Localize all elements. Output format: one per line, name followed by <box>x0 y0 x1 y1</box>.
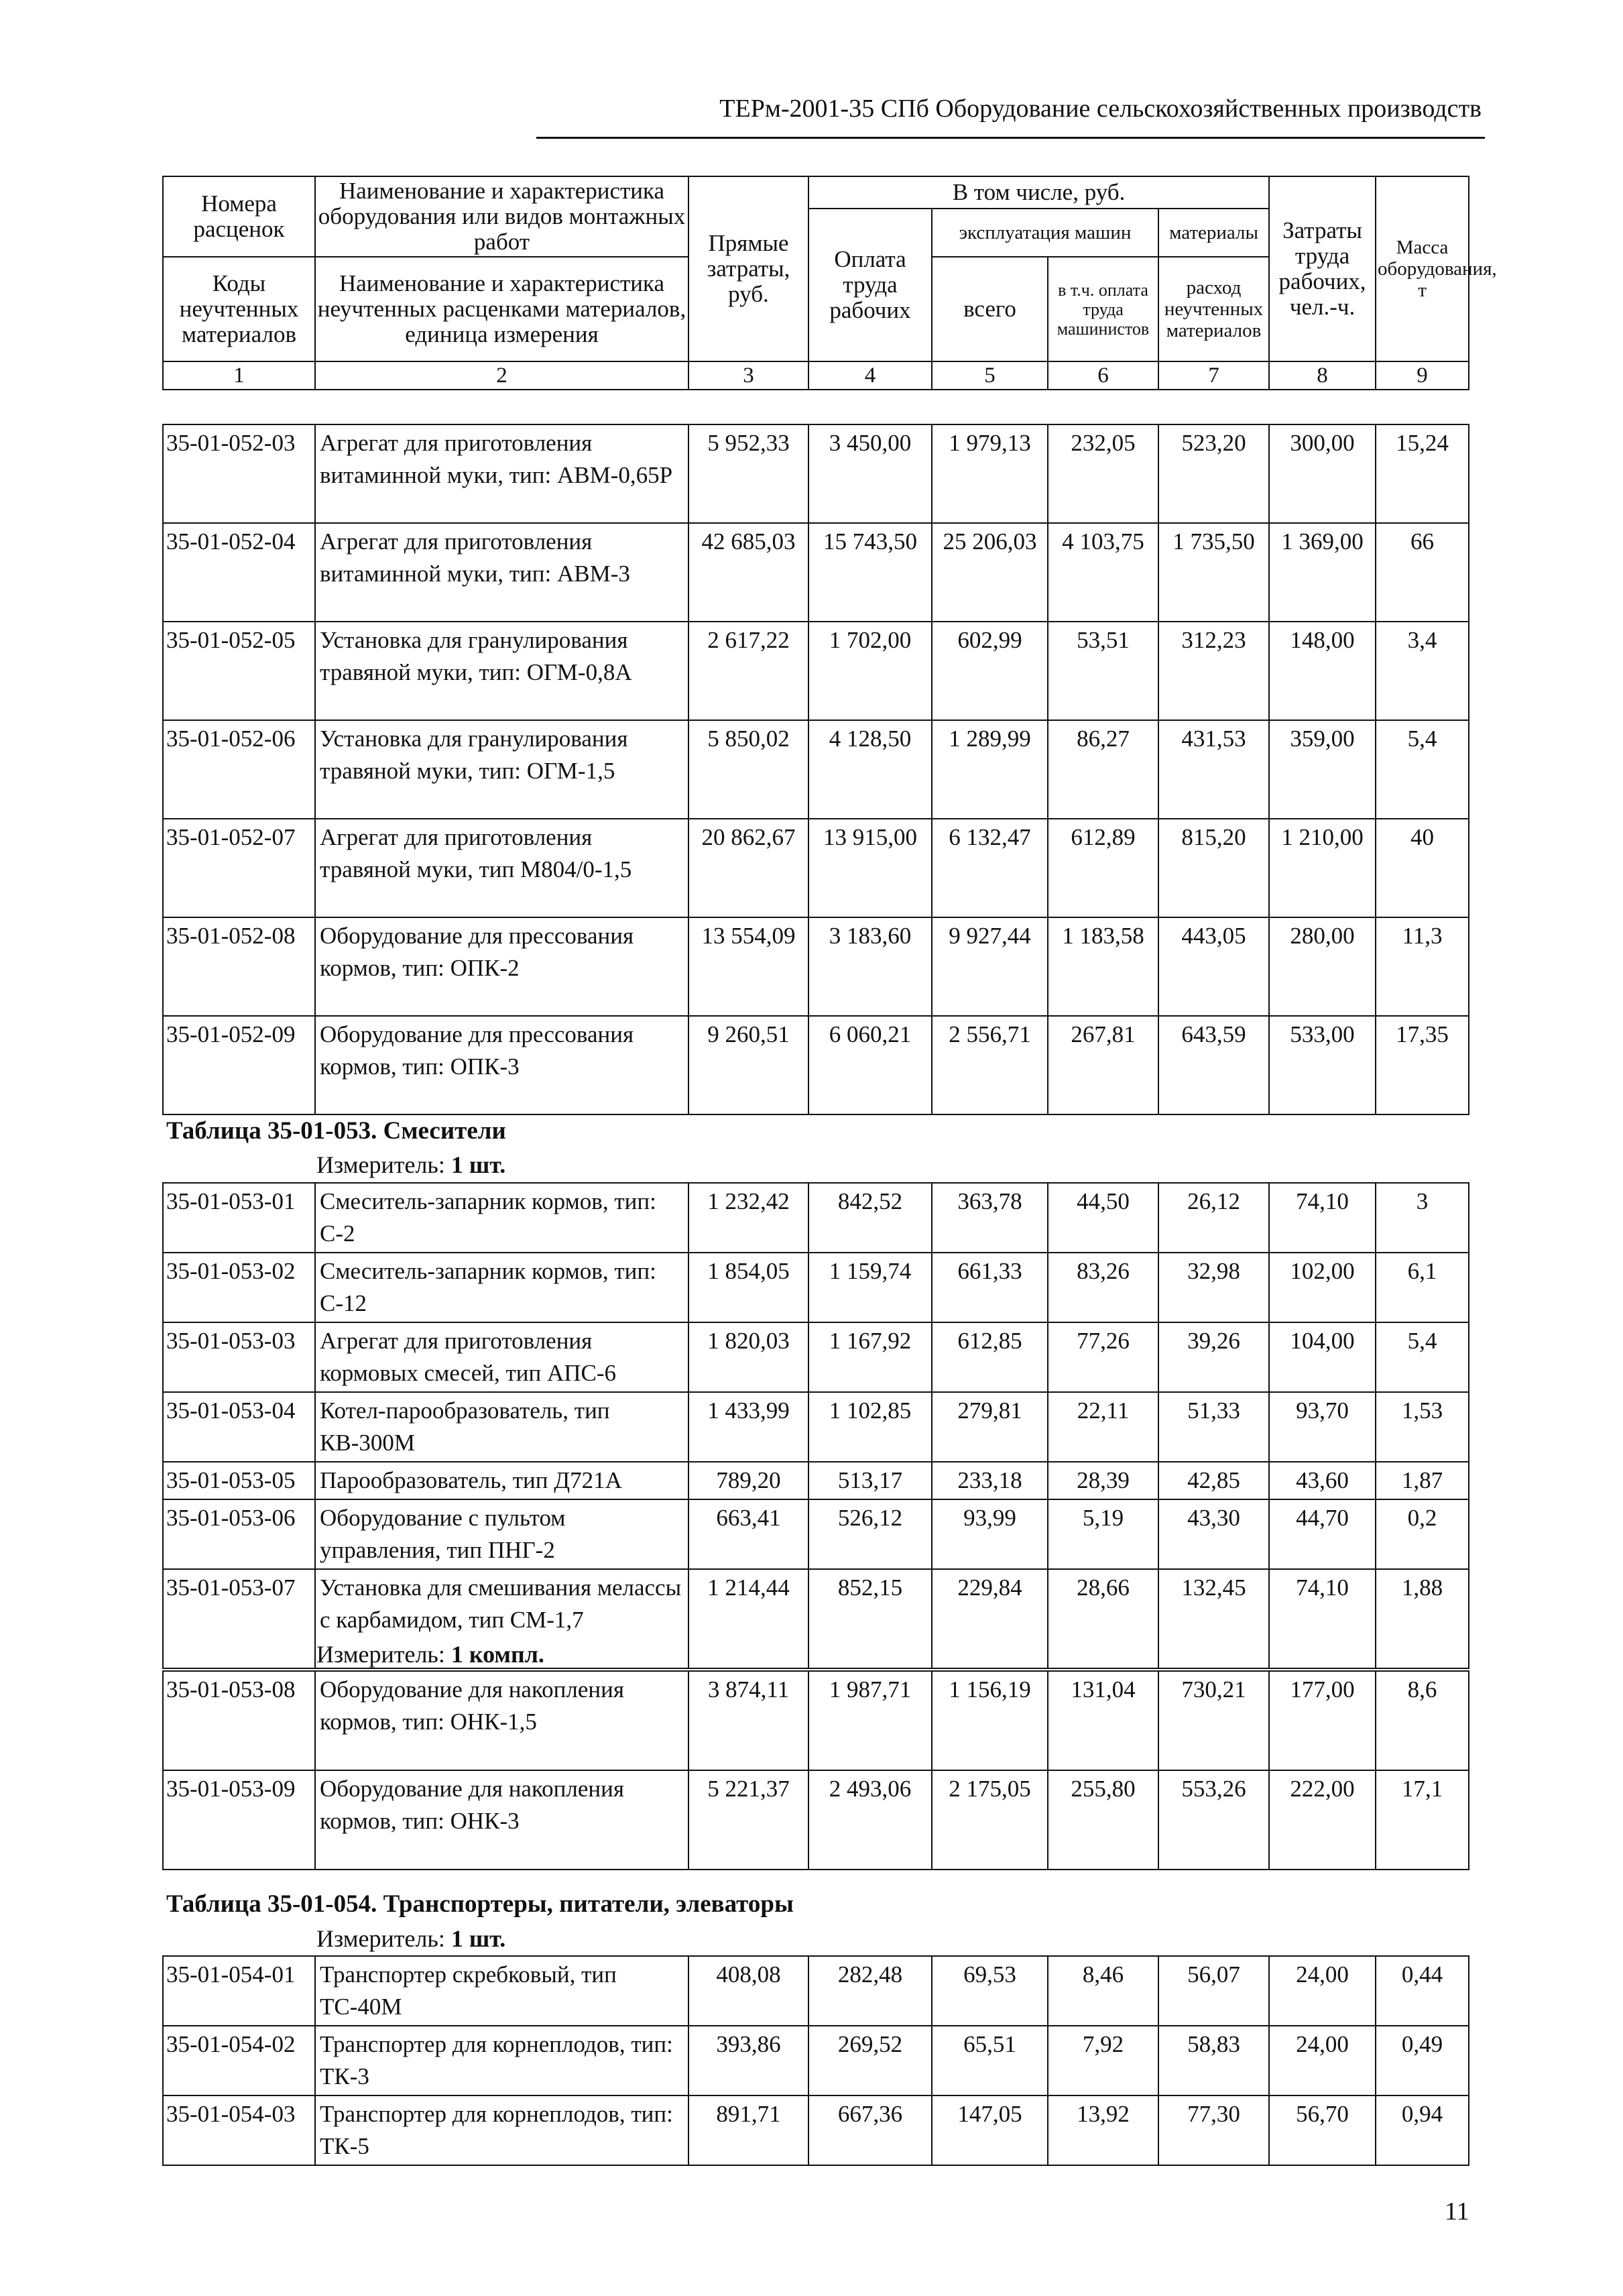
rate-code: 35-01-053-04 <box>163 1392 315 1462</box>
labor-cost: 1 102,85 <box>808 1392 932 1462</box>
labor-hours: 533,00 <box>1269 1016 1376 1114</box>
col-number: 8 <box>1269 361 1376 390</box>
materials-cost: 32,98 <box>1158 1253 1269 1322</box>
equipment-mass: 3,4 <box>1376 622 1469 720</box>
labor-cost: 269,52 <box>808 2026 932 2096</box>
col-number: 1 <box>163 361 315 390</box>
labor-hours: 24,00 <box>1269 1956 1376 2026</box>
direct-cost: 2 617,22 <box>688 622 808 720</box>
rate-code: 35-01-053-01 <box>163 1183 315 1253</box>
col-number: 7 <box>1158 361 1269 390</box>
table-row <box>163 1253 1469 1322</box>
machines-labor: 267,81 <box>1048 1016 1158 1114</box>
machines-labor: 77,26 <box>1048 1322 1158 1392</box>
measure-value: 1 шт. <box>450 1925 506 1952</box>
rate-code: 35-01-053-06 <box>163 1499 315 1569</box>
rates-table-053-b <box>162 1670 1469 1870</box>
rate-name: Транспортер для корнеплодов, тип: ТК-5 <box>315 2096 688 2165</box>
direct-cost: 1 433,99 <box>688 1392 808 1462</box>
direct-cost: 13 554,09 <box>688 917 808 1016</box>
machines-total: 1 289,99 <box>932 720 1048 819</box>
materials-cost: 1 735,50 <box>1158 523 1269 622</box>
direct-cost: 42 685,03 <box>688 523 808 622</box>
rate-code: 35-01-052-07 <box>163 819 315 917</box>
labor-hours: 102,00 <box>1269 1253 1376 1322</box>
materials-cost: 553,26 <box>1158 1770 1269 1870</box>
rate-name: Установка для гранулирования травяной муки, тип: ОГМ-0,8А <box>315 622 688 720</box>
rate-code: 35-01-053-02 <box>163 1253 315 1322</box>
col-number: 9 <box>1376 361 1469 390</box>
labor-cost: 282,48 <box>808 1956 932 2026</box>
labor-hours: 148,00 <box>1269 622 1376 720</box>
col-header-unaccounted-codes: Коды неучтенных материалов <box>163 257 315 361</box>
labor-hours: 93,70 <box>1269 1392 1376 1462</box>
equipment-mass: 17,1 <box>1376 1770 1469 1870</box>
col-number: 5 <box>932 361 1048 390</box>
materials-cost: 26,12 <box>1158 1183 1269 1253</box>
direct-cost: 663,41 <box>688 1499 808 1569</box>
direct-cost: 789,20 <box>688 1462 808 1499</box>
equipment-mass: 1,88 <box>1376 1569 1469 1668</box>
labor-cost: 852,15 <box>808 1569 932 1668</box>
direct-cost: 1 214,44 <box>688 1569 808 1668</box>
equipment-mass: 5,4 <box>1376 1322 1469 1392</box>
rate-name: Парообразователь, тип Д721А <box>315 1462 688 1499</box>
direct-cost: 1 820,03 <box>688 1322 808 1392</box>
direct-cost: 5 952,33 <box>688 424 808 523</box>
labor-cost: 2 493,06 <box>808 1770 932 1870</box>
labor-cost: 526,12 <box>808 1499 932 1569</box>
table-row <box>163 819 1469 917</box>
table-row <box>163 424 1469 523</box>
labor-hours: 359,00 <box>1269 720 1376 819</box>
direct-cost: 393,86 <box>688 2026 808 2096</box>
machines-labor: 44,50 <box>1048 1183 1158 1253</box>
materials-cost: 132,45 <box>1158 1569 1269 1668</box>
rate-name: Установка для смешивания мелассы с карбамидом, тип СМ-1,7 <box>315 1569 688 1668</box>
materials-cost: 443,05 <box>1158 917 1269 1016</box>
equipment-mass: 8,6 <box>1376 1671 1469 1770</box>
table-row <box>163 1956 1469 2026</box>
header-rule <box>536 137 1485 139</box>
rate-code: 35-01-052-04 <box>163 523 315 622</box>
direct-cost: 5 850,02 <box>688 720 808 819</box>
rate-code: 35-01-053-03 <box>163 1322 315 1392</box>
table-row <box>163 622 1469 720</box>
machines-total: 9 927,44 <box>932 917 1048 1016</box>
labor-cost: 513,17 <box>808 1462 932 1499</box>
machines-total: 6 132,47 <box>932 819 1048 917</box>
equipment-mass: 0,49 <box>1376 2026 1469 2096</box>
col-header-codes: Номера расценок <box>163 176 315 257</box>
machines-total: 69,53 <box>932 1956 1048 2026</box>
page-number: 11 <box>1445 2197 1469 2226</box>
labor-cost: 1 167,92 <box>808 1322 932 1392</box>
machines-labor: 28,39 <box>1048 1462 1158 1499</box>
machines-labor: 83,26 <box>1048 1253 1158 1322</box>
direct-cost: 891,71 <box>688 2096 808 2165</box>
measure-053-a <box>316 1151 505 1179</box>
materials-cost: 730,21 <box>1158 1671 1269 1770</box>
labor-cost: 842,52 <box>808 1183 932 1253</box>
rate-code: 35-01-052-05 <box>163 622 315 720</box>
table-row <box>163 1392 1469 1462</box>
rate-code: 35-01-053-07 <box>163 1569 315 1668</box>
labor-hours: 74,10 <box>1269 1569 1376 1668</box>
machines-total: 279,81 <box>932 1392 1048 1462</box>
machines-labor: 232,05 <box>1048 424 1158 523</box>
table-row <box>163 1183 1469 1253</box>
equipment-mass: 5,4 <box>1376 720 1469 819</box>
col-header-name: Наименование и характеристика оборудования или видов монтажных работ <box>315 176 688 257</box>
table-row <box>163 720 1469 819</box>
rates-table-053-a <box>162 1182 1469 1669</box>
table-row <box>163 1499 1469 1569</box>
col-header-mass: Масса оборудования, т <box>1376 176 1469 361</box>
rate-name: Оборудование для прессования кормов, тип: ОПК-3 <box>315 1016 688 1114</box>
labor-cost: 1 159,74 <box>808 1253 932 1322</box>
col-header-hours: Затраты труда рабочих, чел.-ч. <box>1269 176 1376 361</box>
materials-cost: 77,30 <box>1158 2096 1269 2165</box>
machines-labor: 1 183,58 <box>1048 917 1158 1016</box>
machines-total: 1 156,19 <box>932 1671 1048 1770</box>
machines-labor: 7,92 <box>1048 2026 1158 2096</box>
materials-cost: 56,07 <box>1158 1956 1269 2026</box>
measure-value: 1 компл. <box>450 1641 544 1668</box>
rate-code: 35-01-054-02 <box>163 2026 315 2096</box>
machines-total: 612,85 <box>932 1322 1048 1392</box>
labor-cost: 3 183,60 <box>808 917 932 1016</box>
measure-054 <box>316 1925 505 1953</box>
equipment-mass: 11,3 <box>1376 917 1469 1016</box>
measure-label: Измеритель: <box>316 1925 445 1952</box>
machines-total: 1 979,13 <box>932 424 1048 523</box>
table-caption-054: Таблица 35-01-054. Транспортеры, питатели, элеваторы <box>166 1890 794 1918</box>
machines-labor: 5,19 <box>1048 1499 1158 1569</box>
machines-labor: 612,89 <box>1048 819 1158 917</box>
table-row <box>163 1322 1469 1392</box>
equipment-mass: 15,24 <box>1376 424 1469 523</box>
machines-total: 25 206,03 <box>932 523 1048 622</box>
col-header-materials: материалы <box>1158 209 1269 257</box>
machines-total: 229,84 <box>932 1569 1048 1668</box>
equipment-mass: 17,35 <box>1376 1016 1469 1114</box>
machines-total: 233,18 <box>932 1462 1048 1499</box>
machines-labor: 53,51 <box>1048 622 1158 720</box>
rate-code: 35-01-052-08 <box>163 917 315 1016</box>
rate-name: Котел-парообразователь, тип КВ-300М <box>315 1392 688 1462</box>
machines-labor: 13,92 <box>1048 2096 1158 2165</box>
labor-cost: 15 743,50 <box>808 523 932 622</box>
machines-labor: 131,04 <box>1048 1671 1158 1770</box>
col-header-mach-total: всего <box>932 257 1048 361</box>
materials-cost: 815,20 <box>1158 819 1269 917</box>
labor-hours: 44,70 <box>1269 1499 1376 1569</box>
equipment-mass: 0,2 <box>1376 1499 1469 1569</box>
direct-cost: 5 221,37 <box>688 1770 808 1870</box>
materials-cost: 39,26 <box>1158 1322 1269 1392</box>
labor-hours: 56,70 <box>1269 2096 1376 2165</box>
materials-cost: 43,30 <box>1158 1499 1269 1569</box>
table-caption-053: Таблица 35-01-053. Смесители <box>166 1117 506 1145</box>
labor-hours: 280,00 <box>1269 917 1376 1016</box>
rate-name: Оборудование для накопления кормов, тип: ОНК-1,5 <box>315 1671 688 1770</box>
direct-cost: 408,08 <box>688 1956 808 2026</box>
rate-name: Оборудование для накопления кормов, тип: ОНК-3 <box>315 1770 688 1870</box>
equipment-mass: 0,44 <box>1376 1956 1469 2026</box>
materials-cost: 312,23 <box>1158 622 1269 720</box>
rate-code: 35-01-053-09 <box>163 1770 315 1870</box>
rate-name: Транспортер скребковый, тип ТС-40М <box>315 1956 688 2026</box>
machines-labor: 255,80 <box>1048 1770 1158 1870</box>
machines-labor: 28,66 <box>1048 1569 1158 1668</box>
equipment-mass: 0,94 <box>1376 2096 1469 2165</box>
rate-name: Агрегат для приготовления витаминной муки, тип: АВМ-0,65Р <box>315 424 688 523</box>
rate-code: 35-01-052-03 <box>163 424 315 523</box>
equipment-mass: 6,1 <box>1376 1253 1469 1322</box>
materials-cost: 51,33 <box>1158 1392 1269 1462</box>
machines-total: 93,99 <box>932 1499 1048 1569</box>
rate-name: Транспортер для корнеплодов, тип: ТК-3 <box>315 2026 688 2096</box>
rate-name: Смеситель-запарник кормов, тип: С-2 <box>315 1183 688 1253</box>
materials-cost: 643,59 <box>1158 1016 1269 1114</box>
col-number: 4 <box>808 361 932 390</box>
labor-cost: 667,36 <box>808 2096 932 2165</box>
col-header-direct: Прямые затраты, руб. <box>688 176 808 361</box>
direct-cost: 1 854,05 <box>688 1253 808 1322</box>
machines-total: 602,99 <box>932 622 1048 720</box>
labor-cost: 4 128,50 <box>808 720 932 819</box>
rate-code: 35-01-054-01 <box>163 1956 315 2026</box>
materials-cost: 42,85 <box>1158 1462 1269 1499</box>
col-number: 3 <box>688 361 808 390</box>
col-header-unaccounted-name: Наименование и характеристика неучтенных расценками материалов, единица измерения <box>315 257 688 361</box>
materials-cost: 58,83 <box>1158 2026 1269 2096</box>
direct-cost: 20 862,67 <box>688 819 808 917</box>
rate-name: Оборудование с пультом управления, тип ПНГ-2 <box>315 1499 688 1569</box>
running-header: ТЕРм-2001-35 СПб Оборудование сельскохозяйственных производств <box>719 95 1482 123</box>
rate-name: Установка для гранулирования травяной муки, тип: ОГМ-1,5 <box>315 720 688 819</box>
table-row <box>163 1016 1469 1114</box>
machines-labor: 22,11 <box>1048 1392 1158 1462</box>
measure-label: Измеритель: <box>316 1151 445 1178</box>
labor-cost: 1 987,71 <box>808 1671 932 1770</box>
equipment-mass: 1,87 <box>1376 1462 1469 1499</box>
rates-table-054 <box>162 1955 1469 2166</box>
equipment-mass: 40 <box>1376 819 1469 917</box>
table-row <box>163 1462 1469 1499</box>
rate-name: Агрегат для приготовления витаминной муки, тип: АВМ-3 <box>315 523 688 622</box>
measure-053-b <box>316 1640 544 1668</box>
measure-value: 1 шт. <box>450 1151 506 1178</box>
labor-cost: 1 702,00 <box>808 622 932 720</box>
table-row <box>163 523 1469 622</box>
rate-code: 35-01-054-03 <box>163 2096 315 2165</box>
rate-code: 35-01-053-05 <box>163 1462 315 1499</box>
machines-total: 363,78 <box>932 1183 1048 1253</box>
col-header-mach-labor: в т.ч. оплата труда машинистов <box>1048 257 1158 361</box>
machines-total: 2 175,05 <box>932 1770 1048 1870</box>
equipment-mass: 3 <box>1376 1183 1469 1253</box>
col-header-unaccounted-materials: расход неучтенных материалов <box>1158 257 1269 361</box>
direct-cost: 1 232,42 <box>688 1183 808 1253</box>
table-row <box>163 917 1469 1016</box>
rate-name: Агрегат для приготовления кормовых смесей, тип АПС-6 <box>315 1322 688 1392</box>
rate-name: Агрегат для приготовления травяной муки, тип М804/0-1,5 <box>315 819 688 917</box>
rate-code: 35-01-052-09 <box>163 1016 315 1114</box>
rate-name: Оборудование для прессования кормов, тип: ОПК-2 <box>315 917 688 1016</box>
direct-cost: 3 874,11 <box>688 1671 808 1770</box>
rate-code: 35-01-053-08 <box>163 1671 315 1770</box>
rates-table-052 <box>162 424 1469 1115</box>
materials-cost: 523,20 <box>1158 424 1269 523</box>
col-header-machines: эксплуатация машин <box>932 209 1158 257</box>
labor-hours: 300,00 <box>1269 424 1376 523</box>
table-row <box>163 2026 1469 2096</box>
machines-labor: 86,27 <box>1048 720 1158 819</box>
labor-cost: 6 060,21 <box>808 1016 932 1114</box>
machines-total: 661,33 <box>932 1253 1048 1322</box>
materials-cost: 431,53 <box>1158 720 1269 819</box>
rate-name: Смеситель-запарник кормов, тип: С-12 <box>315 1253 688 1322</box>
labor-hours: 222,00 <box>1269 1770 1376 1870</box>
machines-labor: 4 103,75 <box>1048 523 1158 622</box>
table-row <box>163 1770 1469 1870</box>
equipment-mass: 1,53 <box>1376 1392 1469 1462</box>
col-number: 2 <box>315 361 688 390</box>
labor-hours: 1 369,00 <box>1269 523 1376 622</box>
labor-cost: 13 915,00 <box>808 819 932 917</box>
machines-total: 147,05 <box>932 2096 1048 2165</box>
table-row <box>163 1671 1469 1770</box>
labor-hours: 104,00 <box>1269 1322 1376 1392</box>
labor-hours: 1 210,00 <box>1269 819 1376 917</box>
direct-cost: 9 260,51 <box>688 1016 808 1114</box>
col-header-incl: В том числе, руб. <box>808 176 1269 209</box>
labor-hours: 43,60 <box>1269 1462 1376 1499</box>
equipment-mass: 66 <box>1376 523 1469 622</box>
labor-hours: 177,00 <box>1269 1671 1376 1770</box>
machines-total: 2 556,71 <box>932 1016 1048 1114</box>
machines-labor: 8,46 <box>1048 1956 1158 2026</box>
column-header-table <box>162 176 1497 390</box>
col-number: 6 <box>1048 361 1158 390</box>
col-header-labor: Оплата труда рабочих <box>808 209 932 361</box>
labor-hours: 24,00 <box>1269 2026 1376 2096</box>
rate-code: 35-01-052-06 <box>163 720 315 819</box>
labor-cost: 3 450,00 <box>808 424 932 523</box>
labor-hours: 74,10 <box>1269 1183 1376 1253</box>
table-row <box>163 2096 1469 2165</box>
measure-label: Измеритель: <box>316 1641 445 1668</box>
machines-total: 65,51 <box>932 2026 1048 2096</box>
